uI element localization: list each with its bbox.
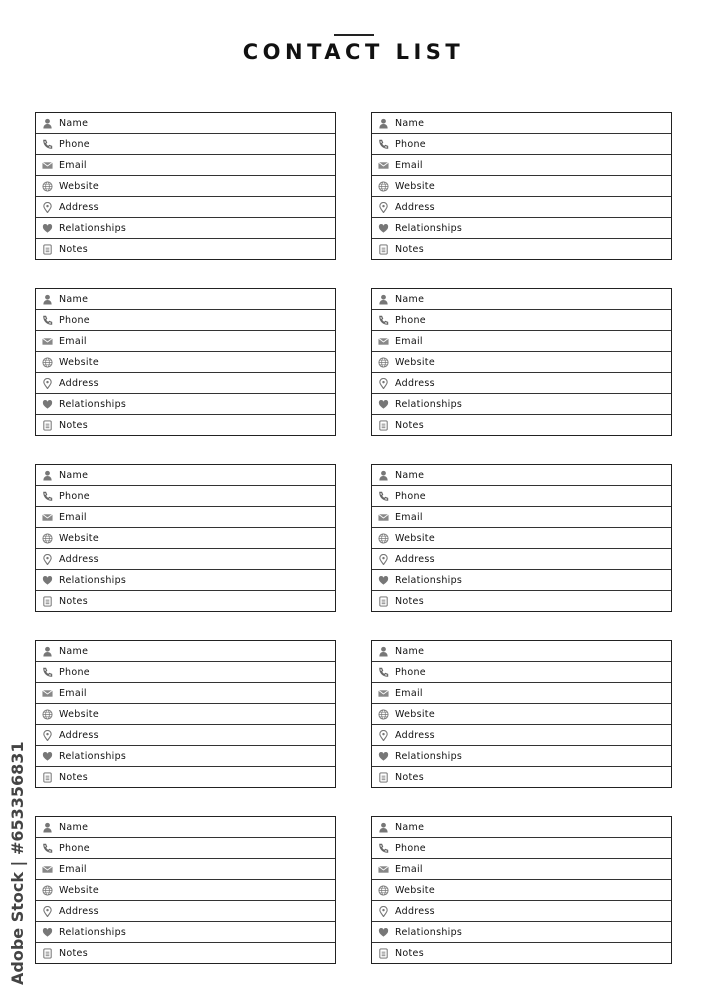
field-label: Name bbox=[59, 117, 89, 129]
phone-icon bbox=[378, 139, 389, 150]
heart-icon bbox=[378, 927, 389, 938]
field-row-email[interactable] bbox=[372, 331, 671, 352]
field-label: Name bbox=[59, 293, 89, 305]
field-row-website[interactable] bbox=[36, 880, 335, 901]
field-row-email[interactable] bbox=[36, 331, 335, 352]
field-row-website[interactable] bbox=[36, 352, 335, 373]
heart-icon bbox=[42, 575, 53, 586]
field-label: Relationships bbox=[59, 926, 127, 938]
notepad-icon bbox=[42, 772, 53, 783]
heart-icon bbox=[42, 751, 53, 762]
field-label: Relationships bbox=[395, 574, 463, 586]
field-label: Website bbox=[395, 884, 435, 896]
heart-icon bbox=[378, 751, 389, 762]
envelope-icon bbox=[378, 864, 389, 875]
person-icon bbox=[378, 822, 389, 833]
contact-card bbox=[35, 112, 336, 260]
field-row-notes[interactable] bbox=[36, 239, 335, 259]
map-pin-icon bbox=[378, 554, 389, 565]
field-row-relationships[interactable] bbox=[372, 746, 671, 767]
envelope-icon bbox=[42, 864, 53, 875]
map-pin-icon bbox=[42, 906, 53, 917]
field-row-relationships[interactable] bbox=[36, 570, 335, 591]
field-label: Website bbox=[59, 180, 99, 192]
field-row-relationships[interactable] bbox=[36, 922, 335, 943]
field-row-email[interactable] bbox=[36, 155, 335, 176]
envelope-icon bbox=[378, 336, 389, 347]
field-row-address[interactable] bbox=[372, 725, 671, 746]
phone-icon bbox=[42, 139, 53, 150]
field-row-notes[interactable] bbox=[36, 415, 335, 435]
envelope-icon bbox=[378, 512, 389, 523]
field-row-email[interactable] bbox=[372, 683, 671, 704]
field-label: Website bbox=[59, 356, 99, 368]
field-row-phone[interactable] bbox=[372, 134, 671, 155]
notepad-icon bbox=[378, 244, 389, 255]
field-row-email[interactable] bbox=[36, 507, 335, 528]
heart-icon bbox=[378, 399, 389, 410]
phone-icon bbox=[42, 315, 53, 326]
field-row-notes[interactable] bbox=[372, 943, 671, 963]
field-label: Email bbox=[395, 863, 423, 875]
person-icon bbox=[378, 470, 389, 481]
field-label: Email bbox=[395, 511, 423, 523]
globe-icon bbox=[378, 181, 389, 192]
notepad-icon bbox=[378, 772, 389, 783]
field-label: Relationships bbox=[59, 398, 127, 410]
field-row-address[interactable] bbox=[372, 549, 671, 570]
field-row-address[interactable] bbox=[36, 725, 335, 746]
globe-icon bbox=[378, 885, 389, 896]
field-label: Relationships bbox=[59, 574, 127, 586]
notepad-icon bbox=[42, 420, 53, 431]
field-label: Relationships bbox=[395, 222, 463, 234]
field-label: Notes bbox=[59, 419, 88, 431]
field-label: Name bbox=[395, 645, 425, 657]
field-row-name[interactable] bbox=[36, 641, 335, 662]
field-row-notes[interactable] bbox=[36, 591, 335, 611]
field-label: Address bbox=[59, 729, 99, 741]
field-label: Email bbox=[59, 511, 87, 523]
field-label: Address bbox=[59, 553, 99, 565]
field-row-phone[interactable] bbox=[36, 486, 335, 507]
field-label: Address bbox=[395, 553, 435, 565]
globe-icon bbox=[378, 357, 389, 368]
notepad-icon bbox=[378, 420, 389, 431]
field-label: Address bbox=[395, 905, 435, 917]
field-row-relationships[interactable] bbox=[372, 394, 671, 415]
field-row-name[interactable] bbox=[372, 817, 671, 838]
field-row-email[interactable] bbox=[372, 155, 671, 176]
field-label: Phone bbox=[395, 666, 426, 678]
field-label: Email bbox=[59, 159, 87, 171]
globe-icon bbox=[42, 885, 53, 896]
field-row-website[interactable] bbox=[36, 176, 335, 197]
field-label: Notes bbox=[395, 771, 424, 783]
field-label: Address bbox=[59, 377, 99, 389]
field-row-phone[interactable] bbox=[372, 486, 671, 507]
field-label: Name bbox=[395, 821, 425, 833]
globe-icon bbox=[378, 709, 389, 720]
phone-icon bbox=[378, 843, 389, 854]
globe-icon bbox=[42, 709, 53, 720]
field-row-relationships[interactable] bbox=[36, 746, 335, 767]
field-row-phone[interactable] bbox=[36, 134, 335, 155]
page-title: CONTACT LIST bbox=[242, 40, 465, 64]
field-label: Notes bbox=[395, 947, 424, 959]
field-row-address[interactable] bbox=[36, 549, 335, 570]
field-row-notes[interactable] bbox=[372, 767, 671, 787]
field-row-notes[interactable] bbox=[36, 943, 335, 963]
heart-icon bbox=[42, 927, 53, 938]
field-row-phone[interactable] bbox=[372, 662, 671, 683]
envelope-icon bbox=[42, 688, 53, 699]
field-label: Email bbox=[395, 335, 423, 347]
field-row-notes[interactable] bbox=[372, 239, 671, 259]
map-pin-icon bbox=[42, 378, 53, 389]
field-row-website[interactable] bbox=[372, 704, 671, 725]
field-label: Relationships bbox=[395, 926, 463, 938]
field-label: Notes bbox=[395, 419, 424, 431]
field-label: Phone bbox=[59, 490, 90, 502]
field-label: Phone bbox=[395, 842, 426, 854]
field-label: Email bbox=[59, 863, 87, 875]
envelope-icon bbox=[42, 160, 53, 171]
contact-card bbox=[35, 464, 336, 612]
field-row-website[interactable] bbox=[372, 352, 671, 373]
person-icon bbox=[42, 822, 53, 833]
field-row-notes[interactable] bbox=[372, 591, 671, 611]
map-pin-icon bbox=[378, 906, 389, 917]
field-row-notes[interactable] bbox=[36, 767, 335, 787]
field-row-address[interactable] bbox=[372, 901, 671, 922]
person-icon bbox=[378, 294, 389, 305]
person-icon bbox=[378, 118, 389, 129]
person-icon bbox=[42, 294, 53, 305]
field-row-name[interactable] bbox=[372, 641, 671, 662]
globe-icon bbox=[42, 533, 53, 544]
field-label: Website bbox=[59, 532, 99, 544]
globe-icon bbox=[378, 533, 389, 544]
field-label: Address bbox=[59, 201, 99, 213]
field-label: Relationships bbox=[59, 222, 127, 234]
notepad-icon bbox=[378, 948, 389, 959]
field-row-address[interactable] bbox=[36, 373, 335, 394]
contact-card bbox=[371, 816, 672, 964]
phone-icon bbox=[378, 491, 389, 502]
field-label: Phone bbox=[395, 138, 426, 150]
envelope-icon bbox=[378, 160, 389, 171]
field-label: Notes bbox=[59, 947, 88, 959]
field-row-phone[interactable] bbox=[36, 310, 335, 331]
field-label: Address bbox=[395, 729, 435, 741]
field-label: Phone bbox=[395, 314, 426, 326]
field-label: Name bbox=[59, 469, 89, 481]
field-row-email[interactable] bbox=[372, 859, 671, 880]
field-row-phone[interactable] bbox=[36, 662, 335, 683]
field-label: Website bbox=[395, 356, 435, 368]
field-row-relationships[interactable] bbox=[36, 218, 335, 239]
notepad-icon bbox=[42, 596, 53, 607]
field-label: Website bbox=[59, 708, 99, 720]
phone-icon bbox=[378, 667, 389, 678]
field-label: Notes bbox=[395, 595, 424, 607]
field-row-website[interactable] bbox=[36, 704, 335, 725]
contact-card bbox=[371, 464, 672, 612]
phone-icon bbox=[42, 843, 53, 854]
title-rule bbox=[334, 34, 374, 36]
field-label: Name bbox=[59, 821, 89, 833]
field-row-relationships[interactable] bbox=[372, 218, 671, 239]
field-label: Website bbox=[395, 708, 435, 720]
field-label: Notes bbox=[59, 243, 88, 255]
person-icon bbox=[42, 470, 53, 481]
map-pin-icon bbox=[42, 202, 53, 213]
field-label: Phone bbox=[59, 314, 90, 326]
globe-icon bbox=[42, 181, 53, 192]
field-row-email[interactable] bbox=[36, 859, 335, 880]
field-row-name[interactable] bbox=[36, 465, 335, 486]
heart-icon bbox=[42, 399, 53, 410]
contact-card bbox=[35, 640, 336, 788]
field-row-email[interactable] bbox=[372, 507, 671, 528]
field-label: Email bbox=[395, 159, 423, 171]
phone-icon bbox=[378, 315, 389, 326]
field-label: Relationships bbox=[395, 750, 463, 762]
field-label: Email bbox=[395, 687, 423, 699]
field-label: Phone bbox=[395, 490, 426, 502]
heart-icon bbox=[378, 575, 389, 586]
field-row-name[interactable] bbox=[36, 113, 335, 134]
field-label: Notes bbox=[59, 771, 88, 783]
heart-icon bbox=[42, 223, 53, 234]
field-label: Name bbox=[395, 117, 425, 129]
field-row-phone[interactable] bbox=[372, 838, 671, 859]
field-row-address[interactable] bbox=[36, 197, 335, 218]
contact-card bbox=[35, 288, 336, 436]
map-pin-icon bbox=[378, 378, 389, 389]
field-label: Notes bbox=[395, 243, 424, 255]
field-row-phone[interactable] bbox=[36, 838, 335, 859]
field-row-address[interactable] bbox=[372, 373, 671, 394]
field-label: Name bbox=[395, 293, 425, 305]
field-label: Email bbox=[59, 335, 87, 347]
field-row-website[interactable] bbox=[372, 880, 671, 901]
field-label: Email bbox=[59, 687, 87, 699]
field-label: Address bbox=[395, 377, 435, 389]
field-row-relationships[interactable] bbox=[36, 394, 335, 415]
field-label: Phone bbox=[59, 138, 90, 150]
field-row-notes[interactable] bbox=[372, 415, 671, 435]
field-row-name[interactable] bbox=[36, 289, 335, 310]
field-label: Website bbox=[395, 532, 435, 544]
field-row-name[interactable] bbox=[36, 817, 335, 838]
map-pin-icon bbox=[378, 730, 389, 741]
phone-icon bbox=[42, 491, 53, 502]
map-pin-icon bbox=[42, 554, 53, 565]
field-row-website[interactable] bbox=[372, 528, 671, 549]
field-row-website[interactable] bbox=[36, 528, 335, 549]
field-label: Name bbox=[59, 645, 89, 657]
envelope-icon bbox=[42, 512, 53, 523]
watermark: Adobe Stock | #653356831 bbox=[8, 741, 27, 985]
map-pin-icon bbox=[42, 730, 53, 741]
envelope-icon bbox=[378, 688, 389, 699]
notepad-icon bbox=[42, 948, 53, 959]
contact-card bbox=[371, 112, 672, 260]
field-label: Phone bbox=[59, 666, 90, 678]
field-label: Relationships bbox=[395, 398, 463, 410]
heart-icon bbox=[378, 223, 389, 234]
field-label: Address bbox=[395, 201, 435, 213]
field-label: Phone bbox=[59, 842, 90, 854]
envelope-icon bbox=[42, 336, 53, 347]
notepad-icon bbox=[378, 596, 389, 607]
field-row-address[interactable] bbox=[36, 901, 335, 922]
map-pin-icon bbox=[378, 202, 389, 213]
field-label: Name bbox=[395, 469, 425, 481]
field-label: Notes bbox=[59, 595, 88, 607]
field-row-name[interactable] bbox=[372, 465, 671, 486]
person-icon bbox=[42, 118, 53, 129]
notepad-icon bbox=[42, 244, 53, 255]
field-row-phone[interactable] bbox=[372, 310, 671, 331]
field-label: Address bbox=[59, 905, 99, 917]
globe-icon bbox=[42, 357, 53, 368]
contact-card bbox=[371, 640, 672, 788]
field-label: Website bbox=[59, 884, 99, 896]
field-row-name[interactable] bbox=[372, 113, 671, 134]
field-row-email[interactable] bbox=[36, 683, 335, 704]
field-row-address[interactable] bbox=[372, 197, 671, 218]
phone-icon bbox=[42, 667, 53, 678]
field-row-relationships[interactable] bbox=[372, 570, 671, 591]
person-icon bbox=[378, 646, 389, 657]
field-label: Website bbox=[395, 180, 435, 192]
person-icon bbox=[42, 646, 53, 657]
field-row-name[interactable] bbox=[372, 289, 671, 310]
field-row-website[interactable] bbox=[372, 176, 671, 197]
field-label: Relationships bbox=[59, 750, 127, 762]
contact-card bbox=[371, 288, 672, 436]
contact-card bbox=[35, 816, 336, 964]
field-row-relationships[interactable] bbox=[372, 922, 671, 943]
